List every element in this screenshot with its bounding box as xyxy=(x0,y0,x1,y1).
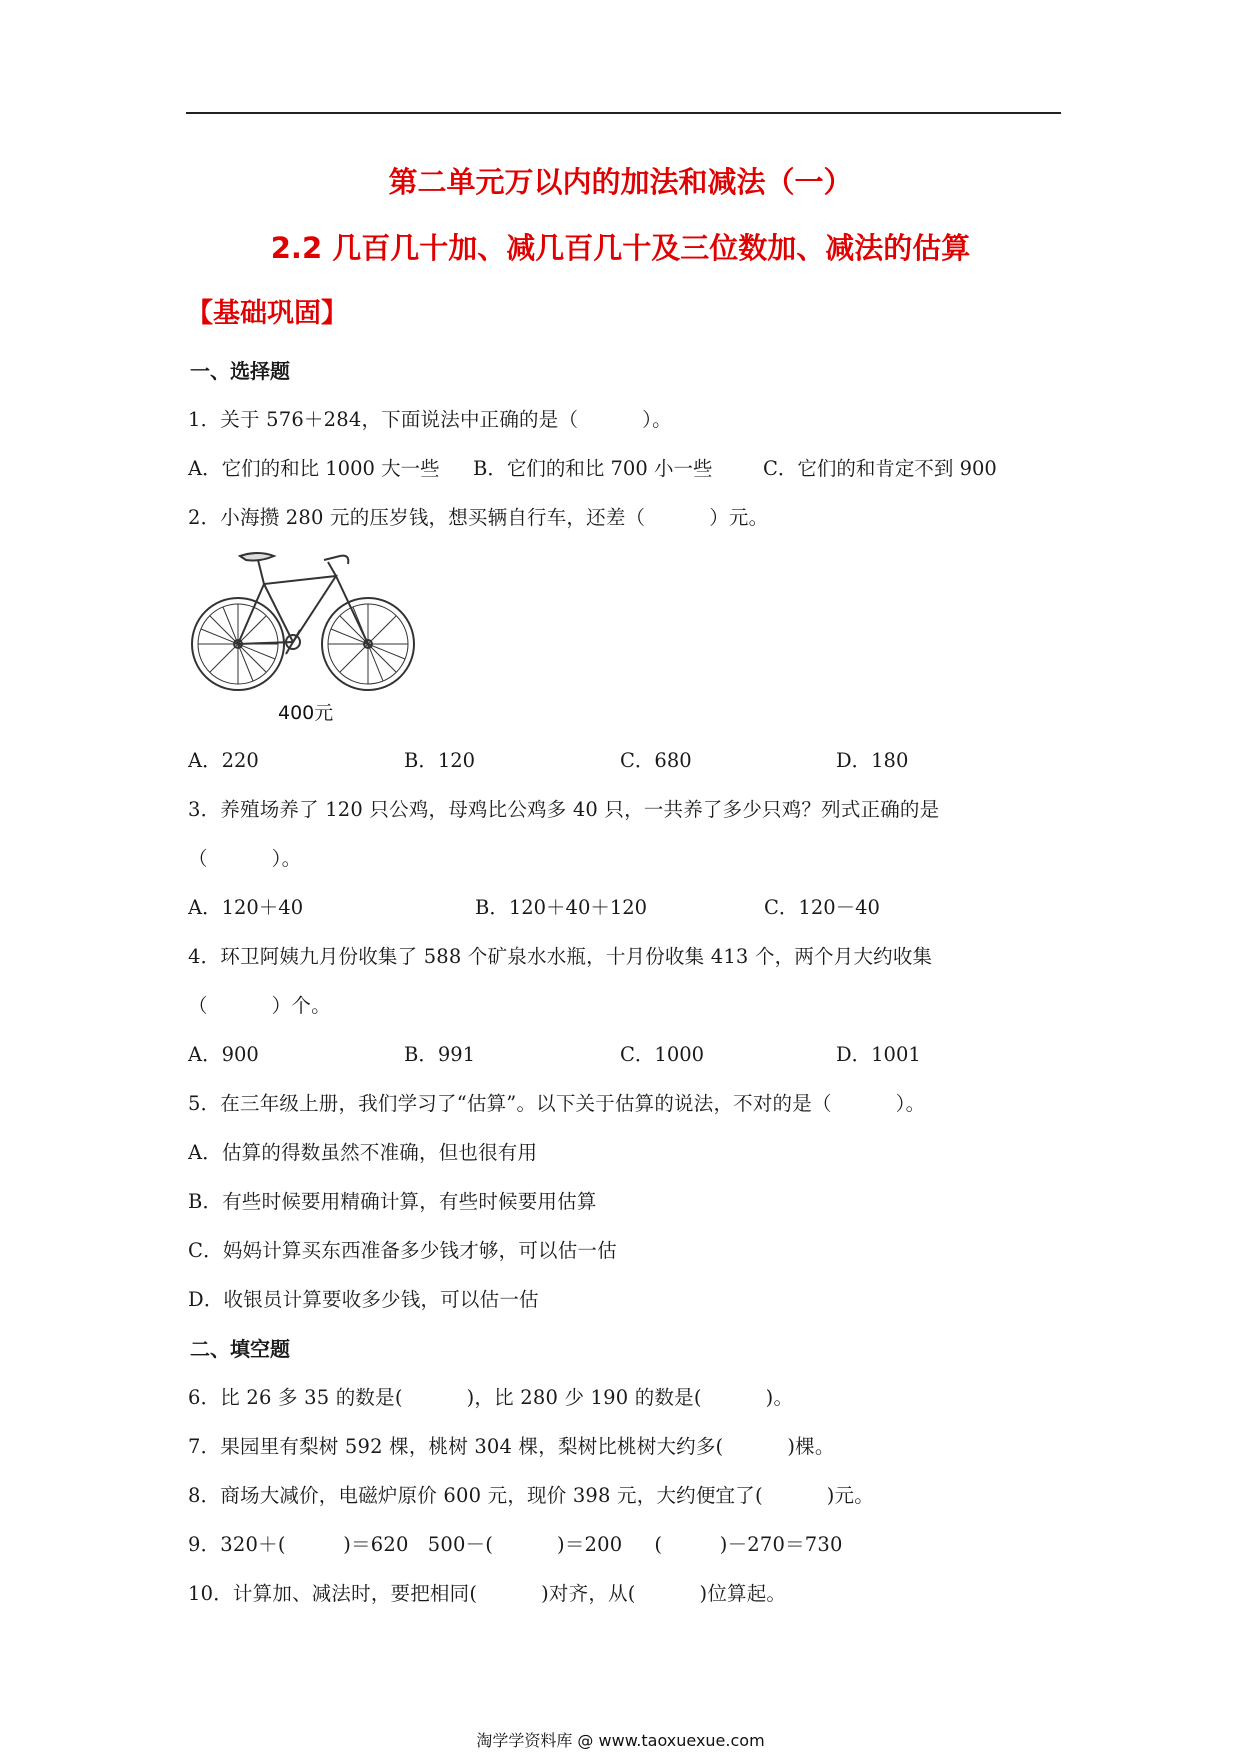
question-7: 7．果园里有梨树 592 棵，桃树 304 棵，梨树比桃树大约多( )棵。 xyxy=(188,1435,835,1458)
question-3-stem-line2: （ ）。 xyxy=(188,847,302,870)
question-2-option-a: A．220 xyxy=(188,749,259,772)
top-rule xyxy=(186,112,1061,114)
question-5-option-a: A．估算的得数虽然不准确，但也很有用 xyxy=(188,1141,538,1164)
question-9: 9．320＋( )＝620 500－( )＝200 ( )－270＝730 xyxy=(188,1533,843,1556)
question-2-option-c: C．680 xyxy=(620,749,692,772)
question-10: 10．计算加、减法时，要把相同( )对齐，从( )位算起。 xyxy=(188,1582,787,1605)
unit-title: 第二单元万以内的加法和减法（一） xyxy=(388,165,853,199)
lesson-title: 2.2 几百几十加、减几百几十及三位数加、减法的估算 xyxy=(270,231,971,265)
question-4-stem-line2: （ ）个。 xyxy=(188,994,331,1017)
question-5-option-d: D．收银员计算要收多少钱，可以估一估 xyxy=(188,1288,539,1311)
question-3-option-a: A．120＋40 xyxy=(188,896,304,919)
question-4-option-a: A．900 xyxy=(188,1043,259,1066)
question-3-stem-line1: 3．养殖场养了 120 只公鸡，母鸡比公鸡多 40 只，一共养了多少只鸡？列式正确的是 xyxy=(188,798,940,821)
question-3-option-b: B．120＋40＋120 xyxy=(475,896,648,919)
question-6: 6．比 26 多 35 的数是( )，比 280 少 190 的数是( )。 xyxy=(188,1386,794,1409)
question-4-option-b: B．991 xyxy=(404,1043,476,1066)
question-4-option-d: D．1001 xyxy=(836,1043,921,1066)
question-5-option-c: C．妈妈计算买东西准备多少钱才够，可以估一估 xyxy=(188,1239,617,1262)
section-tag: 【基础巩固】 xyxy=(186,298,348,329)
section-heading-fill: 二、填空题 xyxy=(190,1337,290,1361)
site-footer: 淘学学资料库 @ www.taoxuexue.com xyxy=(476,1731,765,1750)
bicycle-figure xyxy=(188,544,420,724)
question-8: 8．商场大减价，电磁炉原价 600 元，现价 398 元，大约便宜了( )元。 xyxy=(188,1484,874,1507)
question-4-option-c: C．1000 xyxy=(620,1043,705,1066)
bicycle-icon xyxy=(188,544,420,694)
section-heading-choice: 一、选择题 xyxy=(190,359,290,383)
question-5-option-b: B．有些时候要用精确计算，有些时候要用估算 xyxy=(188,1190,597,1213)
question-3-option-c: C．120－40 xyxy=(764,896,880,919)
question-1-stem: 1．关于 576＋284，下面说法中正确的是（ ）。 xyxy=(188,408,672,431)
question-4-stem-line1: 4．环卫阿姨九月份收集了 588 个矿泉水水瓶，十月份收集 413 个，两个月大约收集 xyxy=(188,945,933,968)
question-1-option-b: B．它们的和比 700 小一些 xyxy=(473,457,713,480)
question-1-option-c: C．它们的和肯定不到 900 xyxy=(763,457,997,480)
question-5-stem: 5．在三年级上册，我们学习了“估算”。以下关于估算的说法，不对的是（ ）。 xyxy=(188,1092,926,1115)
bicycle-price-label: 400元 xyxy=(278,702,334,724)
question-2-option-b: B．120 xyxy=(404,749,476,772)
question-2-option-d: D．180 xyxy=(836,749,909,772)
question-2-stem: 2．小海攒 280 元的压岁钱，想买辆自行车，还差（ ）元。 xyxy=(188,506,769,529)
question-1-option-a: A．它们的和比 1000 大一些 xyxy=(188,457,440,480)
